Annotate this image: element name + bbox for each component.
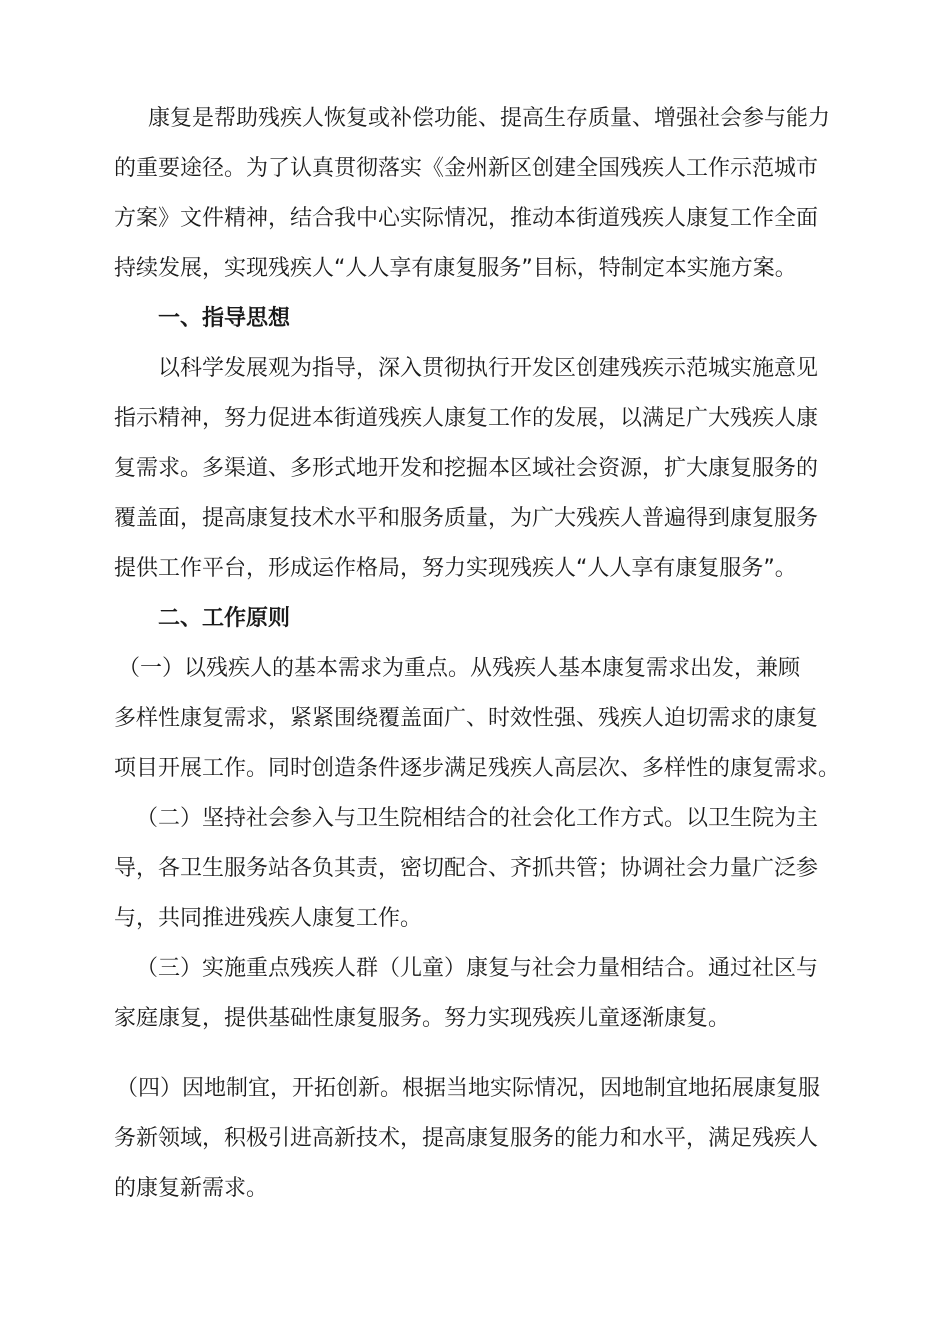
principle3-line-2: 家庭康复，提供基础性康复服务。努力实现残疾儿童逐渐康复。 <box>114 1006 731 1031</box>
principle4-line-3: 的康复新需求。 <box>114 1176 269 1201</box>
principle4-line-1: （四）因地制宜，开拓创新。根据当地实际情况，因地制宜地拓展康复服 <box>116 1076 821 1101</box>
section-heading-guiding-ideology: 一、指导思想 <box>158 306 291 331</box>
section1-line-3: 复需求。多渠道、多形式地开发和挖掘本区域社会资源，扩大康复服务的 <box>114 456 819 481</box>
intro-line-2: 的重要途径。为了认真贯彻落实《金州新区创建全国残疾人工作示范城市 <box>114 156 819 181</box>
principle1-line-1: （一）以残疾人的基本需求为重点。从残疾人基本康复需求出发，兼顾 <box>118 656 801 681</box>
principle1-line-2: 多样性康复需求，紧紧围绕覆盖面广、时效性强、残疾人迫切需求的康复 <box>114 706 819 731</box>
intro-line-3: 方案》文件精神，结合我中心实际情况，推动本街道残疾人康复工作全面 <box>114 206 819 231</box>
principle2-line-1: （二）坚持社会参入与卫生院相结合的社会化工作方式。以卫生院为主 <box>136 806 819 831</box>
principle2-line-3: 与，共同推进残疾人康复工作。 <box>114 906 423 931</box>
principle3-line-1: （三）实施重点残疾人群（儿童）康复与社会力量相结合。通过社区与 <box>136 956 819 981</box>
section1-line-4: 覆盖面，提高康复技术水平和服务质量，为广大残疾人普遍得到康复服务 <box>114 506 819 531</box>
section1-line-5: 提供工作平台，形成运作格局，努力实现残疾人“人人享有康复服务”。 <box>114 556 797 581</box>
section-heading-work-principles: 二、工作原则 <box>158 606 291 631</box>
intro-line-1: 康复是帮助残疾人恢复或补偿功能、提高生存质量、增强社会参与能力 <box>148 106 831 131</box>
principle2-line-2: 导，各卫生服务站各负其责，密切配合、齐抓共管；协调社会力量广泛参 <box>114 856 819 881</box>
section1-line-1: 以科学发展观为指导，深入贯彻执行开发区创建残疾示范城实施意见 <box>158 356 819 381</box>
intro-line-4: 持续发展，实现残疾人“人人享有康复服务”目标，特制定本实施方案。 <box>114 256 797 281</box>
section1-line-2: 指示精神，努力促进本街道残疾人康复工作的发展，以满足广大残疾人康 <box>114 406 819 431</box>
principle1-line-3: 项目开展工作。同时创造条件逐步满足残疾人高层次、多样性的康复需求。 <box>114 756 841 781</box>
principle4-line-2: 务新领域，积极引进高新技术，提高康复服务的能力和水平，满足残疾人 <box>114 1126 819 1151</box>
